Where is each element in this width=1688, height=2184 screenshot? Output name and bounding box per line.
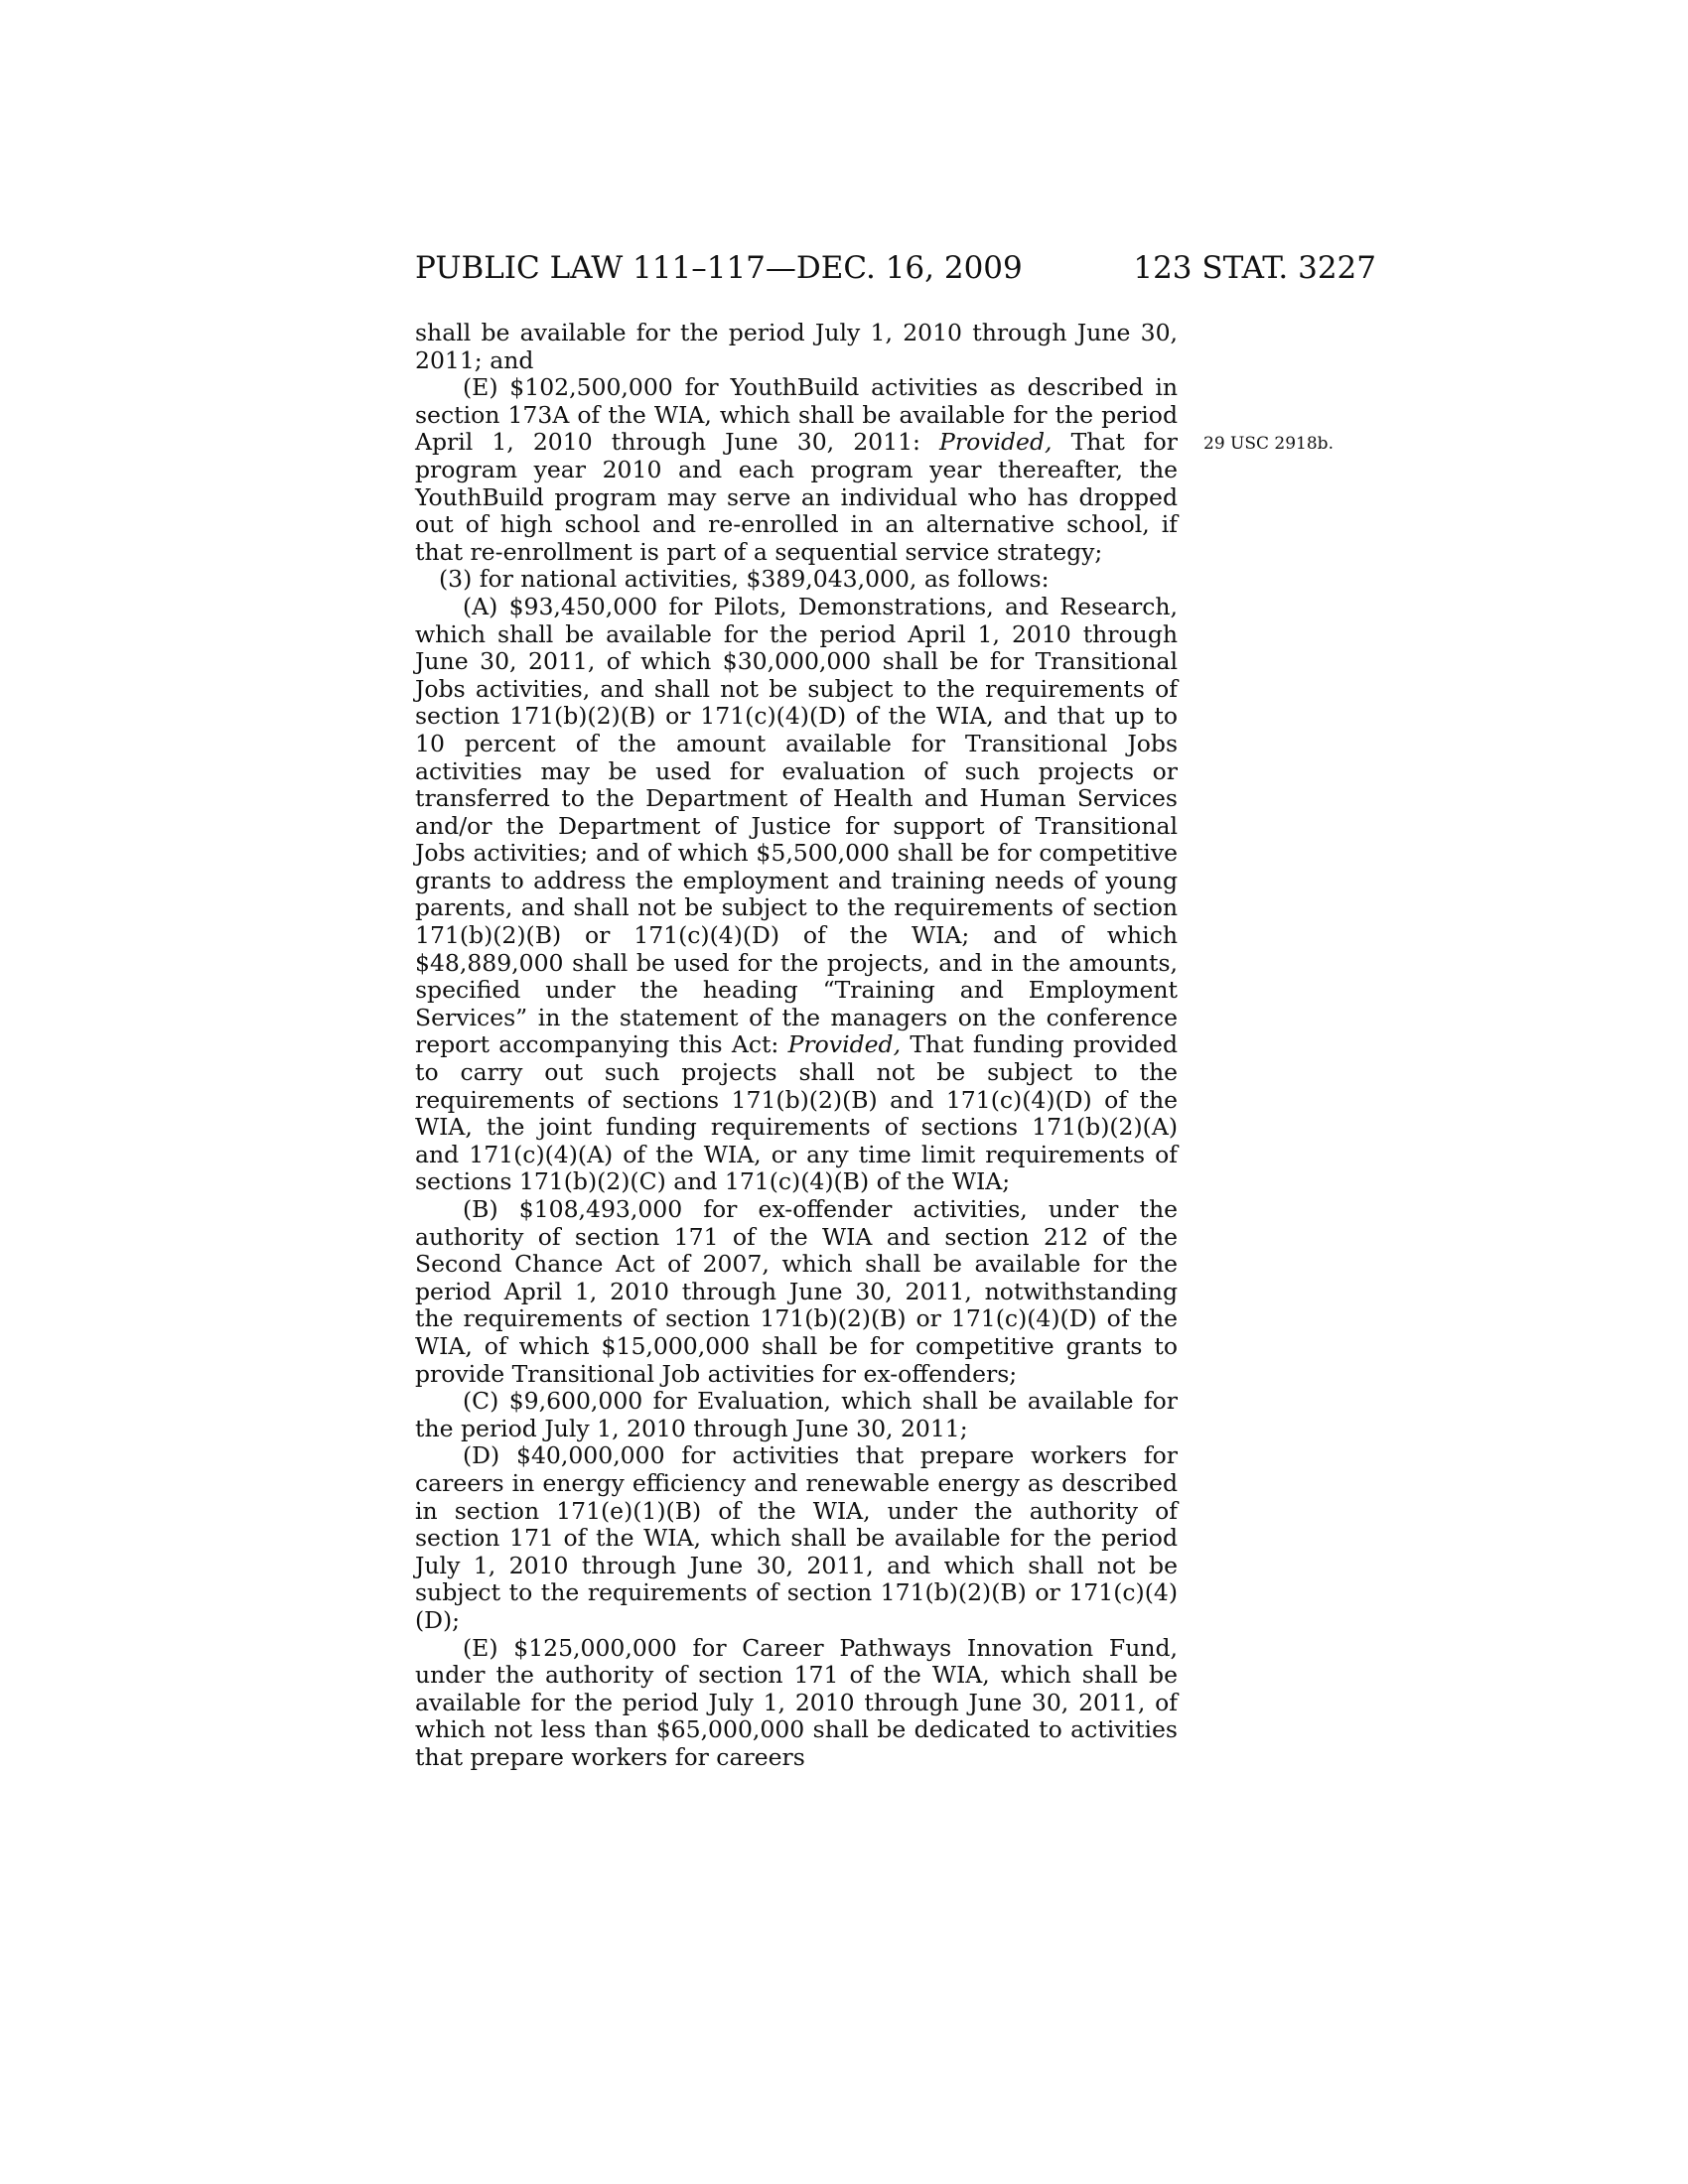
paragraph-text: That funding provided to carry out such projects shall not be subject to the requirements of sections 171(b)(2)(B) and 171(c)(4)(D) of the WIA, the joint funding requirements of sections 171(b)(2)(A) and 171(c)(4)(A) of the WIA, or any time limit requirements of sections 171(b)(2)(C) and 171(c)(4)(B) of the WIA;: [415, 1030, 1179, 1196]
paragraph-continuation: shall be available for the period July 1, 2010 through June 30, 2011; and: [415, 319, 1178, 374]
body-text: [415, 320, 1178, 1771]
statute-page-number: 123 STAT. 3227: [1133, 250, 1376, 286]
page-header: [415, 248, 1376, 288]
paragraph-national-activities: (3) for national activities, $389,043,000, as follows:: [439, 565, 1050, 594]
paragraph-ex-offender: (B) $108,493,000 for ex-offender activities, under the authority of section 171 of the WIA and section 212 of the Second Chance Act of 2007, which shall be available for the period April 1, 2010 through June 30, 2011, notwithstanding the requirements of section 171(b)(2)(B) or 171(c)(4)(D) of the WIA, of which $15,000,000 shall be for competitive grants to provide Transitional Job activities for ex-offenders;: [415, 1195, 1178, 1388]
paragraph-evaluation: (C) $9,600,000 for Evaluation, which shall be available for the period July 1, 2010 through June 30, 2011;: [415, 1387, 1178, 1442]
proviso-italic: Provided,: [787, 1030, 902, 1059]
paragraph-text: (A) $93,450,000 for Pilots, Demonstrations, and Research, which shall be available for the period April 1, 2010 through June 30, 2011, of which $30,000,000 shall be for Transitional Jobs activities, and shall not be subject to the requirements of section 171(b)(2)(B) or 171(c)(4)(D) of the WIA, and that up to 10 percent of the amount available for Transitional Jobs activities may be used for evaluation of such projects or transferred to the Department of Health and Human Services and/or the Department of Justice for support of Transitional Jobs activities; and of which $5,500,000 shall be for competitive grants to address the employment and training needs of young parents, and shall not be subject to the requirements of section 171(b)(2)(B) or 171(c)(4)(D) of the WIA; and of which $48,889,000 shall be used for the projects, and in the amounts, specified under the heading “Training and Employment Services” in the statement of the managers on the conference report accompanying this Act:: [415, 592, 1178, 1059]
paragraph-energy-efficiency: (D) $40,000,000 for activities that prepare workers for careers in energy efficiency and renewable energy as described in section 171(e)(1)(B) of the WIA, under the authority of section 171 of the WIA, which shall be available for the period July 1, 2010 through June 30, 2011, and which shall not be subject to the requirements of section 171(b)(2)(B) or 171(c)(4)(D);: [415, 1441, 1178, 1634]
paragraph-career-pathways: (E) $125,000,000 for Career Pathways Innovation Fund, under the authority of section 171 of the WIA, which shall be available for the period July 1, 2010 through June 30, 2011, of which not less than $65,000,000 shall be dedicated to activities that prepare workers for careers: [415, 1633, 1178, 1771]
running-head-title: PUBLIC LAW 111–117—DEC. 16, 2009: [415, 250, 1023, 286]
margin-citation-note: 29 USC 2918b.: [1203, 434, 1334, 454]
proviso-italic: Provided,: [939, 428, 1053, 457]
paragraph-text: (E) $102,500,000 for YouthBuild activities as described in section 173A of the WIA, which shall be available for the period April 1, 2010 through June 30, 2011:: [415, 373, 1178, 457]
paragraph-youthbuild: [415, 374, 1178, 566]
paragraph-text: That for program year 2010 and each program year thereafter, the YouthBuild program may serve an individual who has dropped out of high school and re-enrolled in an alternative school, if that re-enrollment is part of a sequential service strategy;: [415, 428, 1178, 566]
paragraph-pilots-demonstrations: [415, 594, 1178, 1196]
